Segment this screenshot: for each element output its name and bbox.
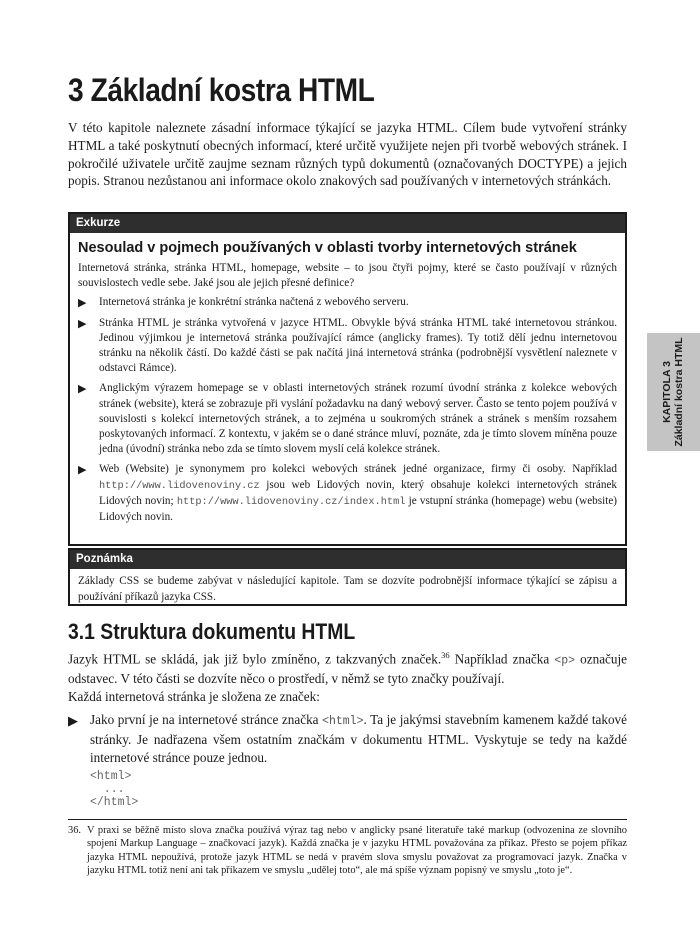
list-item: ▶ Internetová stránka je konkrétní stránka načtená z webového serveru. [78,295,617,310]
footnote [68,824,627,878]
footnote-divider [68,819,627,820]
side-tab-title: Základní kostra HTML [673,337,685,447]
url-lidovenoviny-index: http://www.lidovenoviny.cz/index.html [176,495,406,508]
footnote-number: 36. [68,825,81,836]
poznamka-box [68,548,627,606]
poznamka-label: Poznámka [70,550,625,569]
code-html: <html> [322,715,364,728]
chapter-title: 3 Základní kostra HTML [68,72,375,108]
bullet-arrow-icon: ▶ [78,297,87,310]
list-item: ▶ Jako první je na internetové stránce značka <html>. Ta je jakýmsi stavebním kamenem každé takové stránky. Je nadřazena všem ostatním značkám v dokumentu HTML. Vyskytuje se tedy na každé internetové stránce pouze jednou. [68,712,627,765]
exkurze-label: Exkurze [70,214,625,233]
chapter-intro: V této kapitole naleznete zásadní informace týkající se jazyka HTML. Cílem bude vytvoření stránky HTML a také poskytnutí obecných informací, které určitě využijete nejen při tvorbě webových stránek. I pokročilé uživatele určitě zaujme seznam různých typů dokumentů (označovaných DOCTYPE) a jejich popis. Stranou nezůstanou ani informace okolo znakových sad používaných v internetových stránkách. [68,120,627,189]
section-title: 3.1 Struktura dokumentu HTML [68,619,356,644]
exkurze-box [68,212,627,546]
code-block: <html> ... </html> [90,770,139,809]
section-paragraph-1: Jazyk HTML se skládá, jak již bylo zmíněno, z takzvaných značek.$^{36}$ Například značka <p> označuje odstavec. V této části se dozvíte něco o prostředí, v němž se tyto značky používají. [68,650,628,687]
exkurze-lead: Internetová stránka, stránka HTML, homepage, website – to jsou čtyři pojmy, které se často používají v různých souvislostech vedle sebe. Jaké jsou ale jejich přesné definice? [78,262,617,290]
bullet-arrow-icon: ▶ [78,464,87,477]
footnote-ref: 36 [441,650,450,660]
chapter-side-tab [647,333,700,451]
bullet-arrow-icon: ▶ [78,317,87,330]
bullet-arrow-icon: ▶ [78,383,87,396]
exkurze-title: Nesoulad v pojmech používaných v oblasti tvorby internetových stránek [78,240,577,256]
list-item: ▶ Anglickým výrazem homepage se v oblasti internetových stránek rozumí úvodní stránka z kolekce webových stránek (website), která se zobrazuje při vyslání požadavku na daný webový server. Často se tento pojem používá v souvislosti s kolekcí internetových stránek, a to zejména u soukromých stránek a stránek s menším rozsahem poskytovaných informací. Z kontextu, v jakém se o dané stránce mluví, poznáte, zda je tímto slovem míněna pouze jedna (úvodní) stránka nebo zda se tímto slovem myslí celá kolekce stránek. [78,382,617,456]
list-item: ▶ Web (Website) je synonymem pro kolekci webových stránek jedné organizace, firmy či osoby. Například http://www.lidovenoviny.cz jsou web Lidových novin, který obsahuje kolekci internetových stránek Lidových novin; http://www.lidovenoviny.cz/index.html je vstupní stránka (homepage) webu (website) Lidových novin. [78,463,618,524]
section-paragraph-2: Každá internetová stránka je složena ze značek: [68,689,320,704]
code-p: <p> [554,654,576,668]
bullet-arrow-icon: ▶ [68,713,78,728]
url-lidovenoviny: http://www.lidovenoviny.cz [99,479,260,492]
side-tab-chapter: KAPITOLA 3 [661,361,673,423]
poznamka-text: Základy CSS se budeme zabývat v následující kapitole. Tam se dozvíte podrobnější informace týkající se zápisu a používání příkazů jazyka CSS. [78,575,617,603]
footnote-text: V praxi se běžně místo slova značka používá výraz tag nebo v anglicky psané literatuře také markup (odvozenina ze slovního spojení Markup Language – značkovací jazyk). Každá značka je v jazyku HTML považována za příkaz. Přesto se pojem příkaz jazyka HTML nepoužívá, protože jazyk HTML se nedá v pravém slova smyslu považovat za programovací jazyk. Značka v jazyku HTML totiž není ani tak příkazem ve smyslu „udělej toto“, ale má spíše význam popisný ve smyslu „toto je“. [87,825,627,877]
exkurze-list [78,295,617,525]
list-item: ▶ Stránka HTML je stránka vytvořená v jazyce HTML. Obvykle bývá stránka HTML také internetovou stránkou. Jedinou výjimkou je internetová stránka používající rámce (anglicky frames). Ty totiž dělí jednu internetovou stránku na několik částí. Do každé části se pak načítá jiná internetová stránka (podrobnější vysvětlení naleznete v odstavci Rámce). [78,316,617,375]
